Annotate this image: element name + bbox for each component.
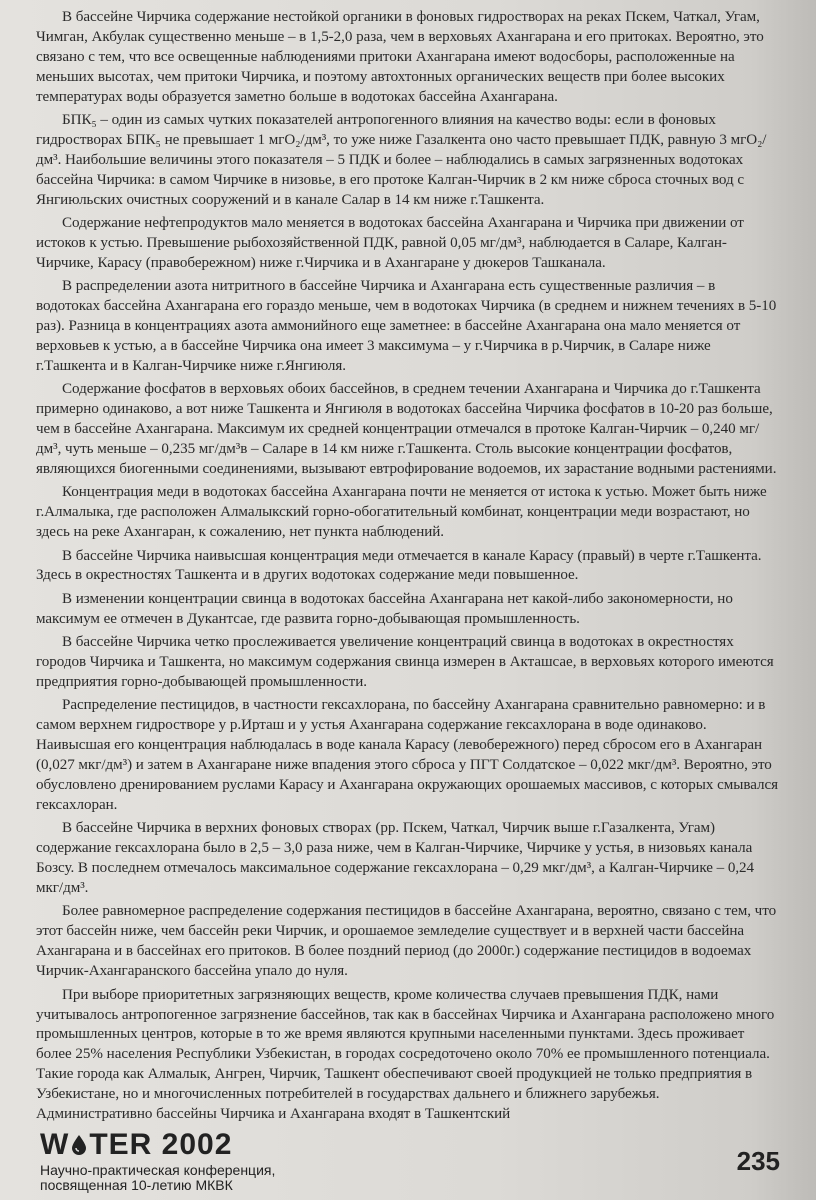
body-text	[36, 8, 778, 1128]
paragraph: Более равномерное распределение содержания пестицидов в бассейне Ахангарана, вероятно, связано с тем, что этот бассейн ниже, чем бассейн реки Чирчик, и орошаемое земледелие существует и в верхней части бассейна Ахангарана и в бассейнах его притоков. В более поздний период (до 2000г.) содержание пестицидов в водоемах Чирчик-Ахангаранского бассейна упало до нуля.	[36, 903, 777, 980]
paragraph: В бассейне Чирчика в верхних фоновых створах (рр. Пскем, Чаткал, Чирчик выше г.Газалкента, Угам) содержание гексахлорана было в 2,5 – 3,0 раза ниже, чем в Калган-Чирчике, Чирчике у устья, в низовьях канала Бозсу. В последнем отмечалось максимальное содержание гексахлорана – 0,29 мкг/дм³, а Калган-Чирчике – 0,24 мкг/дм³.	[36, 820, 755, 897]
paragraph: БПК₅ – один из самых чутких показателей антропогенного влияния на качество воды: если в фоновых гидростворах БПК₅ не превышает 1 мгО₂/дм³, то уже ниже Газалкента оно часто превышает ПДК, равную 3 мгО₂/дм³. Наибольшие величины этого показателя – 5 ПДК и более – наблюдались в самых загрязненных водотоках бассейна Чирчика: в самом Чирчике в низовье, в его протоке Калган-Чирчик в 2 км ниже сброса сточных вод с Янгиюльских очистных сооружений и в канале Салар в 14 км ниже г.Ташкента.	[36, 112, 767, 208]
water-2002-logo	[40, 1128, 232, 1162]
logo-text-start: W	[40, 1128, 70, 1161]
paragraph: Содержание нефтепродуктов мало меняется в водотоках бассейна Ахангарана и Чирчика при движении от истоков к устью. Превышение рыбохозяйственной ПДК, равной 0,05 мг/дм³, наблюдается в Саларе, Калган-Чирчике, Карасу (правобережном) ниже г.Чирчика и в Ахангаране у дюкеров Ташканала.	[36, 215, 744, 271]
conference-caption	[40, 1163, 275, 1193]
paragraph: Содержание фосфатов в верховьях обоих бассейнов, в среднем течении Ахангарана и Чирчика до г.Ташкента примерно одинаково, а вот ниже Ташкента и Янгиюля в водотоках бассейна Чирчика фосфатов в 10-20 раз больше, чем в бассейне Ахангарана. Максимум их средней концентрации отмечался в протоке Калган-Чирчик – 0,240 мг/дм³, чуть меньше – 0,235 мг/дм³в – Саларе в 14 км ниже г.Ташкента. Столь высокие концентрации фосфатов, являющихся биогенными соединениями, вызывают евтрофирование водоемов, их зарастание водными растениями.	[36, 381, 777, 477]
logo-text-end: TER 2002	[89, 1128, 233, 1161]
paragraph: При выборе приоритетных загрязняющих веществ, кроме количества случаев превышения ПДК, нами учитывалось антропогенное загрязнение бассейнов, так как в бассейнах Чирчика и Ахангарана расположено много промышленных центров, которые в то же время являются крупными населенными пунктами. Здесь проживает более 25% населения Республики Узбекистан, в городах сосредоточено около 70% ее промышленного потенциала. Такие города как Алмалык, Ангрен, Чирчик, Ташкент обеспечивают своей продукцией не только предприятия в Узбекистане, но и многочисленных потребителей в государствах дальнего и ближнего зарубежья. Административно бассейны Чирчика и Ахангарана входят в Ташкентский	[36, 986, 775, 1123]
paragraph: В бассейне Чирчика четко прослеживается увеличение концентраций свинца в водотоках в окрестностях городов Чирчика и Ташкента, но максимум содержания свинца измерен в Акташсае, в верховьях которого имеются предприятия горно-добывающей промышленности.	[36, 634, 774, 690]
paragraph: В изменении концентрации свинца в водотоках бассейна Ахангарана нет какой-либо закономерности, но максимум ее отмечен в Дукантсае, где развита горно-добывающая промышленность.	[36, 590, 733, 627]
paragraph: В бассейне Чирчика содержание нестойкой органики в фоновых гидростворах на реках Пскем, Чаткал, Угам, Чимган, Акбулак существенно меньше – в 1,5-2,0 раза, чем в верховьях Ахангарана и его притоках. Вероятно, это связано с тем, что все освещенные наблюдениями притоки Ахангарана имеют водосборы, расположенные на меньших высотах, чем притоки Чирчика, и поэтому автохтонных органических веществ при более высоких температурах воды образуется заметно больше в водотоках бассейна Ахангарана.	[36, 9, 764, 105]
conference-line-1: Научно-практическая конференция,	[40, 1162, 276, 1178]
paragraph: Распределение пестицидов, в частности гексахлорана, по бассейну Ахангарана сравнительно равномерно: и в самом верхнем гидростворе у р.Ирташ и у устья Ахангарана содержание гексахлорана в воде одинаково. Наивысшая его концентрация наблюдалась в воде канала Карасу (левобережного) перед сбросом его в Ахангаран (0,027 мкг/дм³) и затем в Ахангаране ниже впадения этого сброса у ПГТ Солдатское – 0,022 мкг/дм³. Вероятно, это обусловлено дренированием руслами Карасу и Ахангарана окружающих орошаемых массивов, с которых смывался гексахлоран.	[36, 697, 778, 813]
paragraph: В бассейне Чирчика наивысшая концентрация меди отмечается в канале Карасу (правый) в черте г.Ташкента. Здесь в окрестностях Ташкента и в других водотоках содержание меди повышенное.	[36, 547, 762, 584]
conference-line-2: посвященная 10-летию МКВК	[40, 1177, 233, 1193]
water-drop-icon	[70, 1130, 88, 1152]
paragraph: В распределении азота нитритного в бассейне Чирчика и Ахангарана есть существенные различия – в водотоках бассейна Ахангарана его гораздо меньше, чем в водотоках Чирчика (в среднем и нижнем течениях в 5-10 раз). Разница в концентрациях азота аммонийного еще заметнее: в бассейне Ахангарана она мало меняется от верховьев к устью, а в бассейне Чирчика она имеет 3 максимума – у г.Чирчика в р.Чирчик, в Саларе ниже г.Ташкента и в Калган-Чирчике ниже г.Янгиюля.	[36, 278, 777, 374]
paragraph: Концентрация меди в водотоках бассейна Ахангарана почти не меняется от истока к устью. Может быть ниже г.Алмалыка, где расположен Алмалыкский горно-обогатительный комбинат, концентрации меди возрастают, но здесь на реке Ахангаран, к сожалению, нет пункта наблюдений.	[36, 484, 767, 541]
page-number: 235	[736, 1146, 780, 1176]
page-footer	[40, 1128, 780, 1192]
